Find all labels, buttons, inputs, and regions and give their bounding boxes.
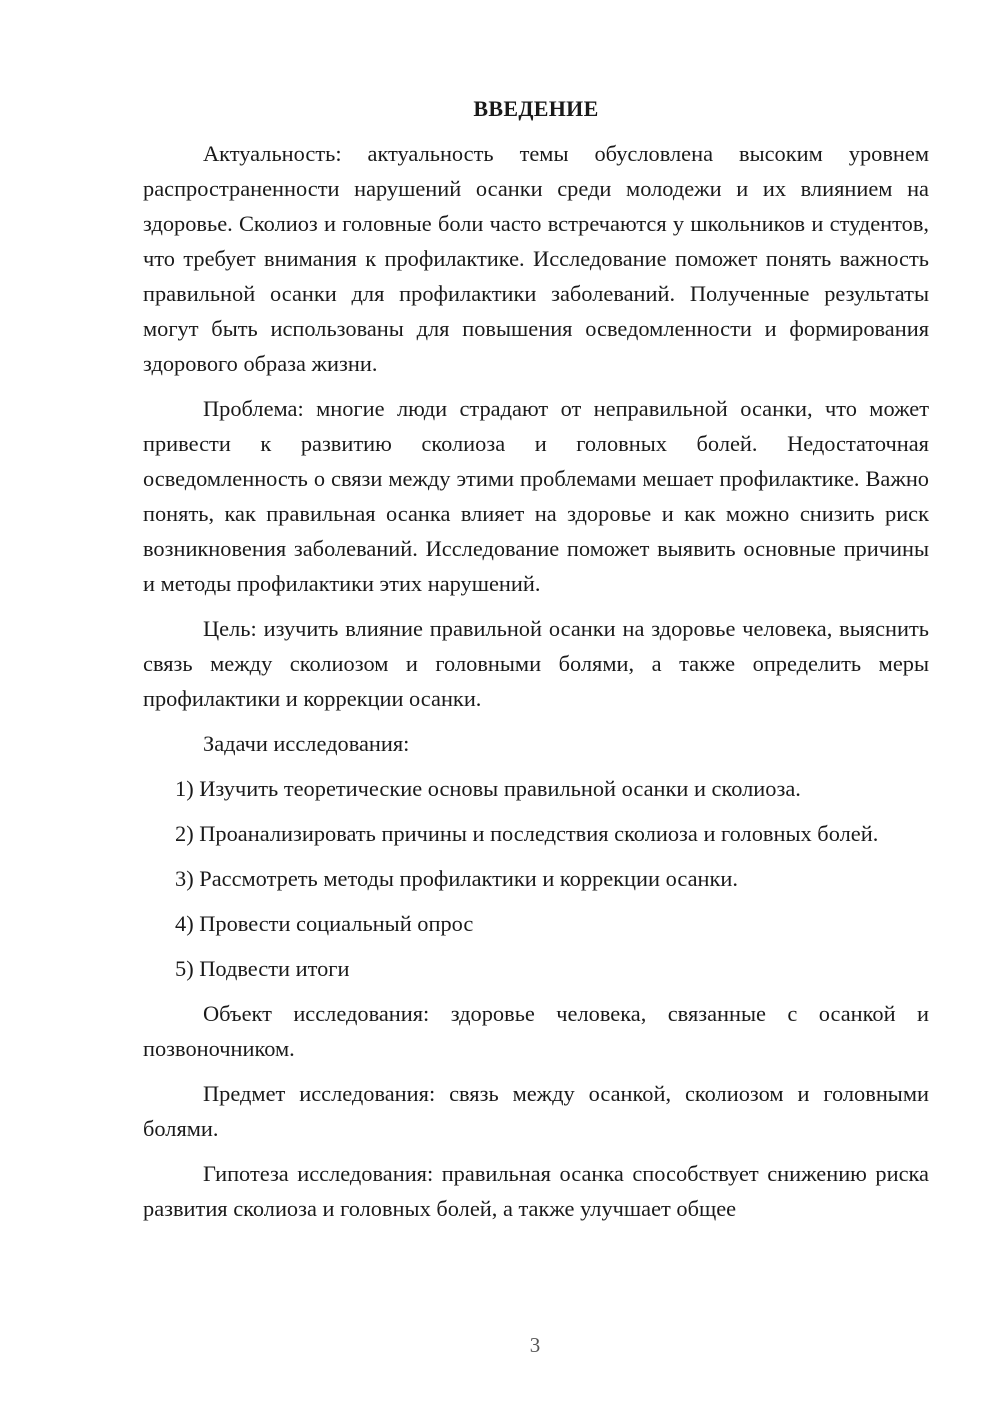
goal-paragraph: Цель: изучить влияние правильной осанки на здоровье человека, выяснить связь между сколиозом и головными болями, а также определить меры профилактики и коррекции осанки. [143,616,929,711]
task-item: 1) Изучить теоретические основы правильной осанки и сколиоза. [175,776,801,801]
task-item: 5) Подвести итоги [175,956,350,981]
task-item: 4) Провести социальный опрос [175,911,474,936]
relevance-paragraph: Актуальность: актуальность темы обусловлена высоким уровнем распространенности нарушений осанки среди молодежи и их влиянием на здоровье. Сколиоз и головные боли часто встречаются у школьников и студентов, что требует внимания к профилактике. Исследование поможет понять важность правильной осанки для профилактики заболеваний. Полученные результаты могут быть использованы для повышения осведомленности и формирования здорового образа жизни. [143,141,929,376]
object-paragraph: Объект исследования: здоровье человека, связанные с осанкой и позвоночником. [143,1001,929,1061]
subject-paragraph: Предмет исследования: связь между осанкой, сколиозом и головными болями. [143,1081,929,1141]
page-number: 3 [529,1333,541,1357]
problem-paragraph: Проблема: многие люди страдают от неправильной осанки, что может привести к развитию сколиоза и головных болей. Недостаточная осведомленность о связи между этими проблемами мешает профилактике. Важно понять, как правильная осанка влияет на здоровье и как можно снизить риск возникновения заболеваний. Исследование поможет выявить основные причины и методы профилактики этих нарушений. [143,396,929,596]
tasks-title: Задачи исследования: [203,731,410,756]
task-item: 2) Проанализировать причины и последствия сколиоза и головных болей. [175,821,879,846]
hypothesis-paragraph: Гипотеза исследования: правильная осанка способствует снижению риска развития сколиоза и головных болей, а также улучшает общее [143,1161,929,1221]
section-heading: ВВЕДЕНИЕ [473,96,599,121]
page-content [143,94,929,1226]
task-item: 3) Рассмотреть методы профилактики и коррекции осанки. [175,866,738,891]
